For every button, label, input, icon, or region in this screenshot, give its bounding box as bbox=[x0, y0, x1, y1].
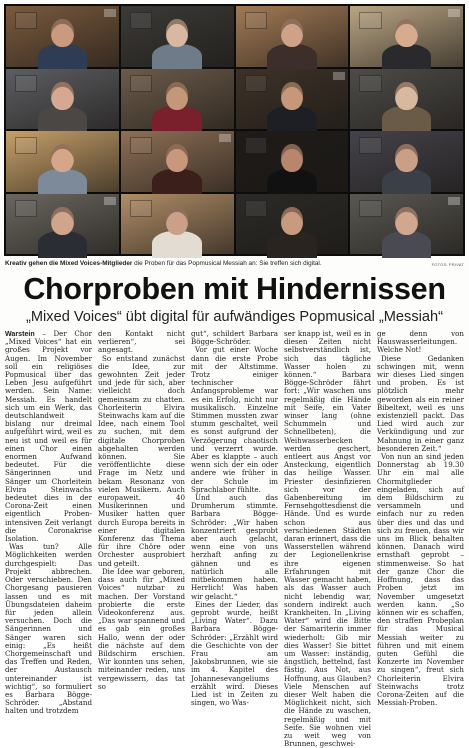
person-face bbox=[395, 207, 418, 235]
person-face bbox=[166, 82, 189, 110]
wall-picture bbox=[130, 75, 152, 92]
video-conference-photo bbox=[4, 4, 465, 256]
person-face bbox=[166, 207, 189, 235]
participant-name-tag bbox=[448, 9, 460, 17]
participant-name-tag bbox=[333, 72, 345, 80]
article-body bbox=[5, 329, 464, 748]
person-shoulders bbox=[382, 106, 432, 133]
article-paragraph: Warstein – Der Chor „Mixed Voices“ hat ein großes Projekt vor Augen. Im November soll ein religiöses Popmusical über das Leben Jesu aufgeführt werden. Sein Name: Messiah. Es handelt sich um ein Werk, das deutschlandweit bislang nur dreimal aufgeführt wird, weil es neu ist und weil es für einen Chor einen enormen Aufwand bedeutet. Für die Sängerinnen und Sänger um Chorleitein Elvira Steinwachs bedeutet dies in der Corona-Zeit einen eigentlich Proben-intensiven Zeit verlangt die Coronakrise Isolation. bbox=[5, 329, 92, 544]
person-shoulders bbox=[38, 106, 88, 133]
tile-2 bbox=[121, 6, 234, 67]
person-face bbox=[395, 144, 418, 172]
person-face bbox=[281, 82, 304, 110]
article-column-2 bbox=[98, 329, 185, 691]
article-column-5 bbox=[377, 329, 464, 708]
person-face bbox=[51, 207, 74, 235]
wall-picture bbox=[130, 12, 152, 29]
tile-7 bbox=[236, 69, 349, 130]
tile-16 bbox=[350, 194, 463, 255]
photo-credit: FOTOS: PRIVAT bbox=[431, 262, 464, 267]
article-paragraph: Die Idee war geboren, dass auch für „Mixed Voices“ nutzbar zu machen. Der Vorstand probierte die erste Videokonferenz aus. „Das war spannend und es gab ein großes Hallo, wenn der oder die nächste auf dem Bildschirm erschien. Wir konnten uns sehen, miteinander reden, uns vergewissern, das tat so bbox=[98, 566, 185, 691]
wall-picture bbox=[15, 75, 37, 92]
person-shoulders bbox=[38, 231, 88, 258]
person-shoulders bbox=[38, 169, 88, 196]
person-shoulders bbox=[267, 106, 317, 133]
wall-picture bbox=[15, 137, 37, 154]
article-paragraph: Vor gut einer Woche dann die erste Probe mit der Altstimme. Trotz einiger technischer Anfangsprobleme war es ein Erfolg, nicht nur musikalisch. Einzelne Stimmen mussten zwar stumm geschaltet, weil es sonst aufgrund der Verzögerung chaotisch und verzerrt wurde. Aber es klappte – auch wenn sich der ein oder andere wie früher in der Schule im Sprachlabor fühlte. bbox=[191, 345, 278, 494]
tile-11 bbox=[236, 131, 349, 192]
article-paragraph: gut“, schildert Barbara Bögge-Schröder. bbox=[191, 329, 278, 347]
article-paragraph: Und auch das Drumherum stimmte. Barbara Bögge-Schröder: „Wir haben konzentriert gesprobt aber auch gelacht, wenn eine von uns herzhaft anfing zu gähnen und es natürlich alle mitbekommen haben. Herrlich! Was haben wir gelacht.“ bbox=[191, 493, 278, 601]
article-paragraph: Eines der Lieder, das geprobt wurde, heißt „Living Water“. Dazu Barbara Bögge-Schröder: „Erzählt wird die Geschichte von der Frau am Jakobsbrunnen, wie sie im 4. Kapitel des Johannesevangeliums erzählt wird. Dieses Lied ist in Zeiten zu singen, wo Was- bbox=[191, 599, 278, 708]
person-shoulders bbox=[152, 106, 202, 133]
participant-name-tag bbox=[104, 197, 116, 205]
person-face bbox=[281, 19, 304, 47]
person-shoulders bbox=[382, 169, 432, 196]
person-shoulders bbox=[267, 231, 317, 258]
tile-5 bbox=[6, 69, 119, 130]
wall-picture bbox=[245, 200, 267, 217]
wall-picture bbox=[130, 200, 152, 217]
participant-name-tag bbox=[104, 9, 116, 17]
person-face bbox=[166, 19, 189, 47]
wall-picture bbox=[15, 12, 37, 29]
person-shoulders bbox=[382, 231, 432, 258]
participant-name-tag bbox=[219, 134, 231, 142]
person-shoulders bbox=[382, 44, 432, 71]
person-face bbox=[166, 144, 189, 172]
article-column-3 bbox=[191, 329, 278, 708]
article-paragraph: Von nun an sind jeden Donnerstag ab 19.30 Uhr ein mal alle Chormitglieder eingeladen, sich auf dem Bildschirm zu versammeln und einfach nur zu reden über dies und das und sich zu freuen, dass wir uns im Blick behalten können. Danach wird ernsthaft geprobt – stimmenweise. So hat der ganze Chor die Hoffnung, dass das Proben jetzt im November umgesetzt werden kann. „So können wir es schaffen, den straffen Probeplan für das Musical Messiah weiter zu führen und mit einem guten Gefühl die Konzerte im November zu singen“, freut sich Chorleiterin Elvira Steinwachs trotz Corona-Zeiten auf die Messiah-Proben. bbox=[377, 452, 464, 708]
tile-6 bbox=[121, 69, 234, 130]
tile-8 bbox=[350, 69, 463, 130]
person-shoulders bbox=[152, 44, 202, 71]
wall-picture bbox=[359, 200, 381, 217]
tile-12 bbox=[350, 131, 463, 192]
tile-1 bbox=[6, 6, 119, 67]
article-paragraph: Was tun? Alle Möglichkeiten werden durchgespielt: Das Projekt abbrechen. Oder verschieben. Den Chorgesang pausieren lassen und es mit Übungsdateien daheim für jeden allein versuchen. Doch die Sängerinnen und Sänger waren sich einig: „Es heißt Chorgemeinschaft und das Treffen und Reden, der Austausch untereinander ist wichtig“, so formuliert es Barbara Bögge-Schröder. „Abstand halten und trotzdem bbox=[5, 542, 92, 716]
article-paragraph: den Kontakt nicht verlieren“, sei angesagt. bbox=[98, 329, 185, 355]
tile-3 bbox=[236, 6, 349, 67]
article-paragraph: ge denn von Hauswasserleitungen. Welche Not! bbox=[377, 329, 464, 355]
person-shoulders bbox=[152, 169, 202, 196]
article-paragraph: ser knapp ist, weil es in diesen Zeiten nicht selbstverständlich ist, sich das tägliche Wasser holen zu können.“ Barbara Bögge-Schröder fährt fort: „Wir waschen uns regelmäßig die Hände mit Seife, ein Vater winser lang (ohne Schummeln und Schnellbeten), die Weihwasserbecken werden geschert, entleert aus Angst vor Ansteckung, eigentlich das heilige Wasser. Priester desinfizieren sich vor der Gabenbereitung im Fernsehgottesdienst die Hände. Und es wurde schon aus verschiedenen Städten daran erinnert, dass die Wasserstellen während der Legionellenkrise ihre eigenen Erfahrungen mit Wasser gemacht haben, als das Wasser auch nicht lebendig war, sondern indirekt auch Krankheiten. In „Living Water“ wird die Bitte der Samariterin immer wiederholt: Gib mir dies Wasser! Sie bittet um Wasser: inständig, ängstlich, bettelnd, fast fästig. Aus Not, aus Hoffnung, aus Glauben? Viele Menschen auf dieser Welt haben die Möglichkeit nicht, sich die Hände zu waschen, regelmäßig und mit Seife. Sie wohnen viel zu weit weg von Brunnen, geschwei- bbox=[284, 329, 371, 748]
person-shoulders bbox=[267, 44, 317, 71]
tile-10 bbox=[121, 131, 234, 192]
person-face bbox=[51, 144, 74, 172]
article-column-4 bbox=[284, 329, 371, 748]
wall-picture bbox=[359, 12, 381, 29]
person-face bbox=[281, 144, 304, 172]
wall-picture bbox=[245, 137, 267, 154]
article-column-1 bbox=[5, 329, 92, 716]
person-face bbox=[51, 82, 74, 110]
tile-15 bbox=[236, 194, 349, 255]
subheadline: „Mixed Voices“ übt digital für aufwändiges Popmusical „Messiah“ bbox=[26, 309, 443, 325]
tile-13 bbox=[6, 194, 119, 255]
dateline-place: Warstein bbox=[5, 330, 35, 338]
article-paragraph: So entstand zunächst die Idee, zur gewohnten Zeit jeder und jede für sich, aber vielleicht doch gemeinsam zu chatten. Chorleiterin Elvira Steinwachs kam auf die Idee, nach einem Tool zu suchen, mit dem digitale Chorproben abgehalten werden können. Sie veröffentlichte diese Frage im Netz und bekam Resonanz von vielen Musikern. Auch europaweit. 40 Musikerinnen und Musiker hatten quer durch Europa bereits in einer digitalen Konferenz das Thema für ihre Chöre oder Orchester ausprobiert und geteilt. bbox=[98, 353, 185, 568]
headline: Chorproben mit Hindernissen bbox=[23, 272, 446, 306]
wall-picture bbox=[359, 75, 381, 92]
wall-picture bbox=[359, 137, 381, 154]
caption-text: die Proben für das Popmusical Messiah an: Sie treffen sich digital. bbox=[134, 260, 322, 267]
wall-picture bbox=[15, 200, 37, 217]
person-shoulders bbox=[38, 44, 88, 71]
participant-name-tag bbox=[448, 197, 460, 205]
person-face bbox=[51, 19, 74, 47]
person-face bbox=[395, 19, 418, 47]
photo-caption bbox=[5, 259, 464, 269]
tile-9 bbox=[6, 131, 119, 192]
person-face bbox=[395, 82, 418, 110]
wall-picture bbox=[245, 75, 267, 92]
wall-picture bbox=[130, 137, 152, 154]
wall-picture bbox=[245, 12, 267, 29]
article-paragraph: Diese Gedanken schwingen mit, wenn wir dieses Lied singen und proben. Es ist plötzlich mehr geworden als ein reiner Bibeltext, weil es uns existenziell packt. Das Lied wird auch zur Verkündigung und zur Mahnung in einer ganz besonderen Zeit.“ bbox=[377, 353, 464, 453]
person-shoulders bbox=[267, 169, 317, 196]
caption-lead: Kreativ gehen die Mixed Voices-Mitglieder bbox=[5, 260, 133, 267]
person-face bbox=[281, 207, 304, 235]
person-shoulders bbox=[152, 231, 202, 258]
tile-14 bbox=[121, 194, 234, 255]
tile-4 bbox=[350, 6, 463, 67]
